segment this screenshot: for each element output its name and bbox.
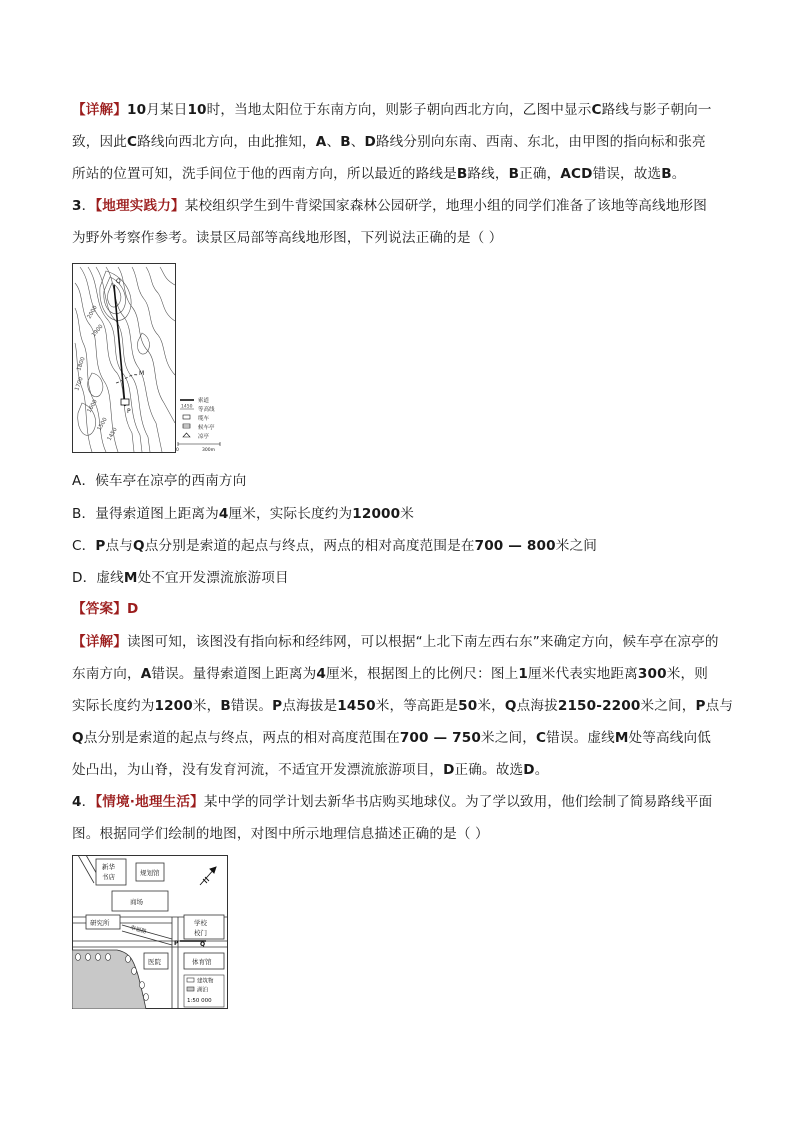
route-map-legend <box>184 975 224 1007</box>
question-tag: 【情境·地理生活】 <box>95 794 204 810</box>
option-c: C．P点与Q点分别是索道的起点与终点，两点的相对高度范围是在700 — 800米之间 <box>72 538 597 554</box>
svg-text:Q: Q <box>200 941 206 948</box>
contour-map <box>72 263 246 453</box>
svg-text:候车亭: 候车亭 <box>198 425 215 431</box>
svg-text:等高线: 等高线 <box>198 407 215 413</box>
answer-line: 【答案】D <box>72 601 139 617</box>
answer-tag: 答案 <box>85 601 114 617</box>
question-number: 3 <box>72 198 82 214</box>
svg-text:商场: 商场 <box>130 898 143 906</box>
svg-text:P: P <box>127 408 131 415</box>
explanation-tag: 详解 <box>85 102 114 118</box>
svg-text:凉亭: 凉亭 <box>198 434 210 440</box>
svg-text:新华: 新华 <box>102 863 115 871</box>
question-3-stem-line-2: 为野外考察作参考。读景区局部等高线地形图，下列说法正确的是（ ） <box>72 230 503 246</box>
explanation-line-3: 所站的位置可知，洗手间位于他的西南方向，所以最近的路线是B路线，B正确，ACD错误，故选B。 <box>72 166 686 182</box>
question-4-stem-line-2: 图。根据同学们绘制的地图，对图中所示地理信息描述正确的是（ ） <box>72 826 489 842</box>
q3-explanation-line-2: 东南方向，A错误。量得索道图上距离为4厘米，根据图上的比例尺：图上1厘米代表实地距离300米，则 <box>72 666 708 682</box>
svg-text:2000: 2000 <box>86 304 99 320</box>
svg-text:体育馆: 体育馆 <box>192 958 212 966</box>
svg-text:校门: 校门 <box>194 929 207 937</box>
svg-text:建筑物: 建筑物 <box>197 978 214 985</box>
explanation-tag: 【详解】 <box>72 634 127 650</box>
svg-text:规划馆: 规划馆 <box>140 869 160 877</box>
svg-text:1700: 1700 <box>74 376 85 392</box>
svg-text:1900: 1900 <box>90 323 105 339</box>
svg-text:学校: 学校 <box>194 919 207 927</box>
waiting-pavilion-icon <box>121 399 129 405</box>
question-tag: 【地理实践力】 <box>95 198 185 214</box>
q3-explanation-line-1: 【详解】读图可知，该图没有指向标和经纬网，可以根据“上北下南左西右东”来确定方向，候车亭在凉亭的 <box>72 634 719 650</box>
svg-text:300m: 300m <box>202 448 215 453</box>
svg-text:1:50 000: 1:50 000 <box>187 998 212 1004</box>
q3-explanation-line-5: 处凸出，为山脊，没有发育河流，不适宜开发漂流旅游项目，D正确。故选D。 <box>72 762 549 778</box>
svg-text:Q: Q <box>116 278 121 285</box>
svg-text:幸福路: 幸福路 <box>129 925 147 936</box>
option-d: D．虚线M处不宜开发漂流旅游项目 <box>72 570 289 586</box>
q3-explanation-line-3: 实际长度约为1200米，B错误。P点海拔是1450米，等高距是50米，Q点海拔2150-2200米之间，P点与 <box>72 698 734 714</box>
route-map <box>72 855 228 1009</box>
svg-text:1800: 1800 <box>76 356 87 372</box>
explanation-line-2: 致，因此C路线向西北方向，由此推知，A、B、D路线分别向东南、西南、东北，由甲图的指向标和张亮 <box>72 134 706 150</box>
svg-text:1500: 1500 <box>96 416 109 432</box>
question-4-stem-line-1: 4．【情境·地理生活】某中学的同学计划去新华书店购买地球仪。为了学以致用，他们绘制了简易路线平面 <box>72 794 713 810</box>
option-b: B．量得索道图上距离为4厘米，实际长度约为12000米 <box>72 506 415 522</box>
svg-text:书店: 书店 <box>102 873 115 881</box>
svg-text:1450: 1450 <box>181 404 193 410</box>
question-3-stem-line-1: 3．【地理实践力】某校组织学生到牛背梁国家森林公园研学，地理小组的同学们准备了该地等高线地形图 <box>72 198 708 214</box>
map-legend <box>176 396 220 453</box>
svg-text:M: M <box>139 370 145 377</box>
contour-map-figure <box>72 263 246 453</box>
q3-explanation-line-4: Q点分别是索道的起点与终点，两点的相对高度范围在700 — 750米之间，C错误。虚线M处等高线向低 <box>72 730 711 746</box>
svg-text:研究所: 研究所 <box>90 919 110 927</box>
explanation-line-1: 【详解】10月某日10时，当地太阳位于东南方向，则影子朝向西北方向，乙图中显示C路线与影子朝向一 <box>72 102 712 118</box>
svg-text:缆车: 缆车 <box>198 416 210 422</box>
route-map-figure <box>72 855 228 1009</box>
svg-text:医院: 医院 <box>148 958 161 966</box>
svg-text:索道: 索道 <box>198 398 210 404</box>
question-number: 4 <box>72 794 82 810</box>
svg-text:0: 0 <box>176 448 179 453</box>
answer-value: D <box>127 601 139 617</box>
svg-text:1450: 1450 <box>106 426 119 442</box>
option-a: A．候车亭在凉亭的西南方向 <box>72 473 247 489</box>
svg-text:湖泊: 湖泊 <box>197 987 209 994</box>
svg-text:1600: 1600 <box>86 398 99 414</box>
svg-text:P: P <box>174 940 179 947</box>
